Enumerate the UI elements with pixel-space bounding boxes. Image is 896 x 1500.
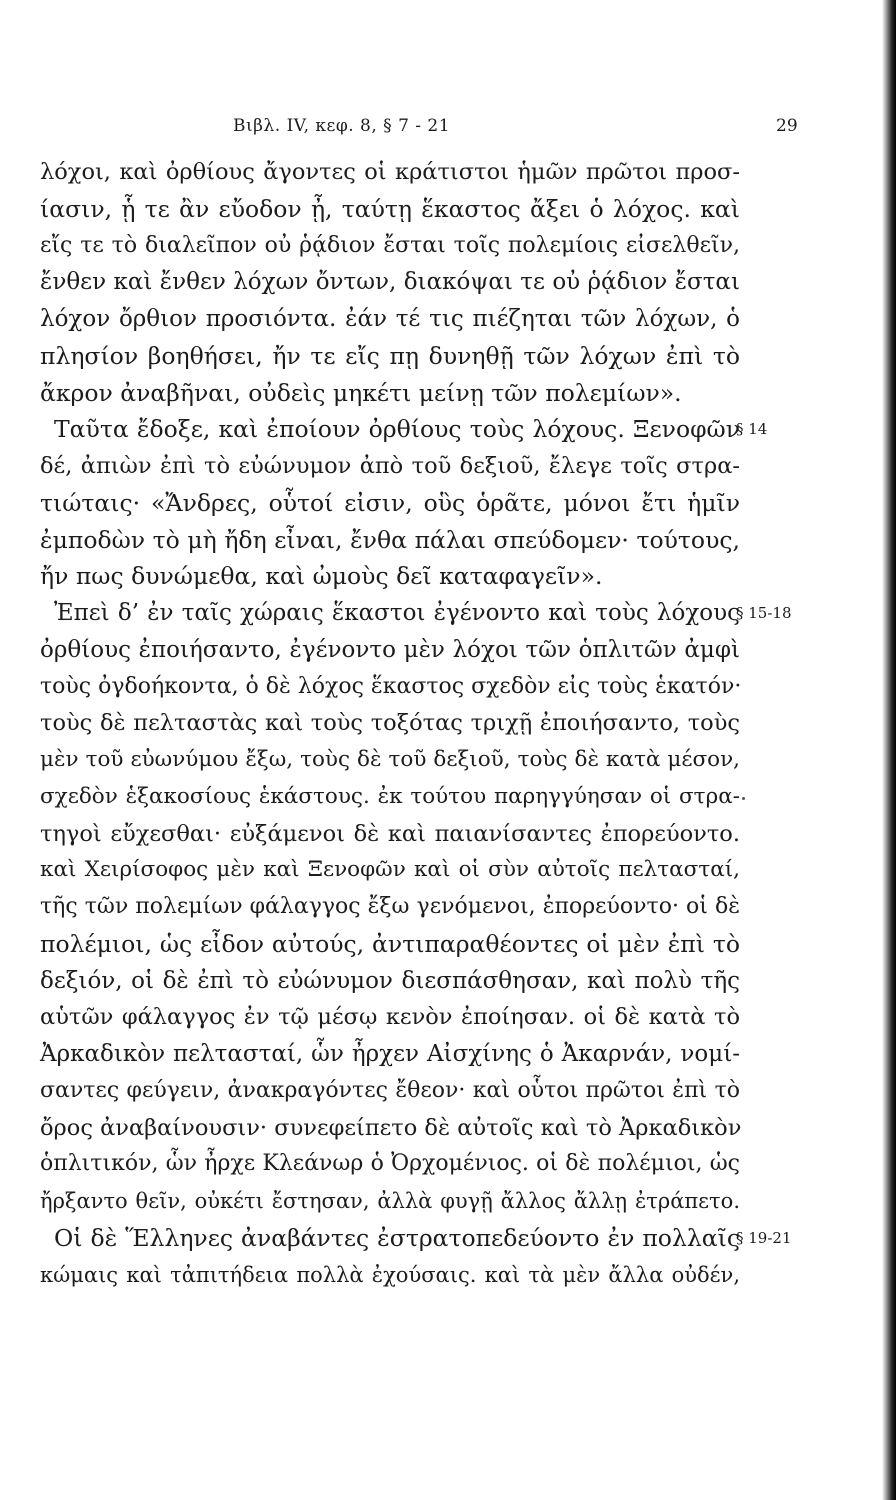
text-line: τιώταις· «Ἄνδρες, οὗτοί εἰσιν, οὓς ὁρᾶτε, μόνοι ἔτι ἡμῖν <box>40 488 740 517</box>
text-line: ὀρθίους ἐποιήσαντο, ἐγένοντο μὲν λόχοι τῶν ὁπλιτῶν ἀμφὶ <box>40 636 740 663</box>
running-head <box>0 116 896 140</box>
text-line: εἴς τε τὸ διαλεῖπον οὐ ῥᾴδιον ἔσται τοῖς πολεμίοις εἰσελθεῖν, <box>40 232 740 258</box>
text-line: δεξιόν, οἱ δὲ ἐπὶ τὸ εὐώνυμον διεσπάσθησαν, καὶ πολὺ τῆς <box>40 967 740 994</box>
text-line: τηγοὶ εὔχεσθαι· εὐξάμενοι δὲ καὶ παιανίσαντες ἐπορεύοντο. <box>40 820 740 847</box>
text-line: μὲν τοῦ εὐωνύμου ἔξω, τοὺς δὲ τοῦ δεξιοῦ, τοὺς δὲ κατὰ μέσον, <box>40 747 740 772</box>
text-line: καὶ Χειρίσοφος μὲν καὶ Ξενοφῶν καὶ οἱ σὺν αὐτοῖς πελτασταί, <box>40 857 740 883</box>
text-line: πολέμιοι, ὡς εἶδον αὐτούς, ἀντιπαραθέοντες οἱ μὲν ἐπὶ τὸ <box>40 929 740 958</box>
stray-mark <box>742 797 745 800</box>
text-line: ὁπλιτικόν, ὧν ἦρχε Κλεάνωρ ὁ Ὀρχομένιος. οἱ δὲ πολέμιοι, ὡς <box>40 1151 740 1177</box>
text-line: ἤν πως δυνώμεθα, καὶ ὠμοὺς δεῖ καταφαγεῖν». <box>40 562 603 591</box>
text-line: λόχοι, καὶ ὀρθίους ἄγοντες οἱ κράτιστοι ἡμῶν πρῶτοι προσ- <box>40 159 740 185</box>
text-line: αὑτῶν φάλαγγος ἐν τῷ μέσῳ κενὸν ἐποίησαν. οἱ δὲ κατὰ τὸ <box>40 1004 740 1031</box>
text-line: ἐμποδὼν τὸ μὴ ἤδη εἶναι, ἔνθα πάλαι σπεύδομεν· τούτους, <box>40 525 740 554</box>
text-line: τοὺς δὲ πελταστὰς καὶ τοὺς τοξότας τριχῇ ἐποιήσαντο, τοὺς <box>40 710 740 737</box>
section-reference: § 19-21 <box>736 1228 792 1247</box>
running-title: Βιβλ. IV, κεφ. 8, § 7 - 21 <box>233 116 451 136</box>
text-line: ἔνθεν καὶ ἔνθεν λόχων ὄντων, διακόψαι τε οὐ ῥᾴδιον ἔσται <box>40 269 740 296</box>
greek-text-body <box>40 154 740 1293</box>
text-line: Οἱ δὲ Ἕλληνες ἀναβάντες ἐστρατοπεδεύοντο ἐν πολλαῖς <box>54 1223 740 1252</box>
text-line: ἄκρον ἀναβῆναι, οὐδεὶς μηκέτι μείνῃ τῶν πολεμίων». <box>40 378 682 407</box>
text-line: σχεδὸν ἑξακοσίους ἑκάστους. ἐκ τούτου παρηγγύησαν οἱ στρα- <box>40 783 740 809</box>
text-line: Ἐπεὶ δ’ ἐν ταῖς χώραις ἕκαστοι ἐγένοντο καὶ τοὺς λόχους <box>54 600 740 626</box>
section-reference: § 14 <box>736 420 768 439</box>
text-line: ίασιν, ᾗ τε ἂν εὔοδον ᾖ, ταύτῃ ἕκαστος ἄξει ὁ λόχος. καὶ <box>40 194 740 223</box>
text-line: τοὺς ὀγδοήκοντα, ὁ δὲ λόχος ἕκαστος σχεδὸν εἰς τοὺς ἑκατόν· <box>40 673 742 699</box>
text-line: δέ, ἀπιὼν ἐπὶ τὸ εὐώνυμον ἀπὸ τοῦ δεξιοῦ, ἔλεγε τοῖς στρα- <box>40 453 740 479</box>
text-line: Ταῦτα ἔδοξε, καὶ ἐποίουν ὀρθίους τοὺς λόχους. Ξενοφῶν <box>54 415 740 444</box>
text-line: ὄρος ἀναβαίνουσιν· συνεφείπετο δὲ αὐτοῖς καὶ τὸ Ἀρκαδικὸν <box>40 1114 742 1141</box>
page-number: 29 <box>776 116 798 136</box>
text-line: πλησίον βοηθήσει, ἤν τε εἴς πῃ δυνηθῇ τῶν λόχων ἐπὶ τὸ <box>40 341 740 370</box>
text-line: ἤρξαντο θεῖν, οὐκέτι ἔστησαν, ἀλλὰ φυγῇ ἄλλος ἄλλῃ ἐτράπετο. <box>40 1189 740 1213</box>
text-line: Ἀρκαδικὸν πελτασταί, ὧν ἦρχεν Αἰσχίνης ὁ Ἀκαρνάν, νομί- <box>40 1041 740 1067</box>
text-line: σαντες φεύγειν, ἀνακραγόντες ἔθεον· καὶ οὗτοι πρῶτοι ἐπὶ τὸ <box>40 1077 740 1103</box>
text-line: λόχον ὄρθιον προσιόντα. ἐάν τέ τις πιέζηται τῶν λόχων, ὁ <box>40 306 740 332</box>
text-line: κώμαις καὶ τἀπιτήδεια πολλὰ ἐχούσαις. καὶ τὰ μὲν ἄλλα οὐδέν, <box>40 1262 740 1287</box>
page-edge-shadow <box>882 0 896 1500</box>
section-reference: § 15-18 <box>736 604 792 622</box>
text-line: τῆς τῶν πολεμίων φάλαγγος ἔξω γενόμενοι, ἐπορεύοντο· οἱ δὲ <box>40 894 740 919</box>
